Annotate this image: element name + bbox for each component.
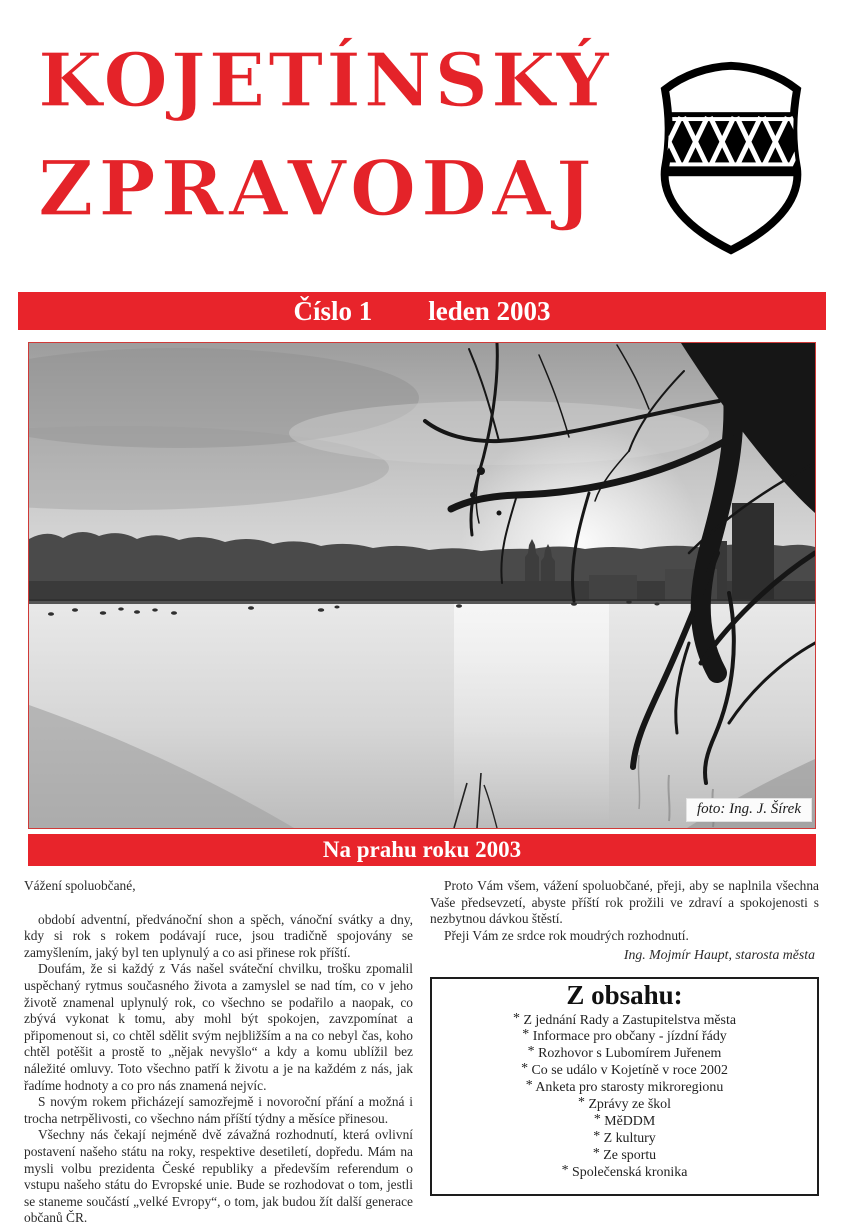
issue-date: leden 2003 <box>428 295 551 326</box>
contents-item: * Z jednání Rady a Zastupitelstva města <box>440 1013 809 1030</box>
paragraph: období adventní, předvánoční shon a spěch, vánoční svátky a dny, kdy si rok s rokem podávají ruce, jsou tradičně spojovány se zamyšlením, jaký byl ten uplynulý a co asi přinese rok příští. <box>24 911 413 960</box>
contents-item: * Z kultury <box>440 1131 809 1148</box>
issue-bar <box>18 292 826 330</box>
article-left-column <box>24 878 413 1227</box>
newsletter-title-line2: ZPRAVODAJ <box>38 144 597 233</box>
contents-item: * Informace pro občany - jízdní řády <box>440 1029 809 1046</box>
contents-item: * Ze sportu <box>440 1148 809 1165</box>
salutation: Vážení spoluobčané, <box>24 878 136 893</box>
headline-text: Na prahu roku 2003 <box>322 837 522 862</box>
paragraph: Proto Vám všem, vážení spoluobčané, přeji, aby se naplnila všechna Vaše předsevzetí, abyste příští rok prožili ve zdraví a spokojenosti s nezbytnou dávkou štěstí. <box>430 878 819 927</box>
contents-item: * MěDDM <box>440 1114 809 1131</box>
paragraph: Všechny nás čekají nejméně dvě závažná rozhodnutí, která ovlivní postavení našeho státu na roky, respektive desetiletí, dopředu. Mám na mysli volbu prezidenta České republiky a především referendum o vstupu našeho státu do Evropské unie. Bude se rozhodovat o tom, jestli se staneme součástí „velké Evropy“, o tom, jak budou žít další generace občanů ČR. <box>24 1127 413 1226</box>
photo-caption: foto: Ing. J. Šírek <box>686 798 812 822</box>
article-right-column <box>430 878 819 1227</box>
coat-of-arms-icon <box>652 56 810 258</box>
paragraph: S novým rokem přicházejí samozřejmě i novoroční přání a možná i trocha netrpělivosti, co všechno nám příští týdny a měsíce přinesou. <box>24 1094 413 1126</box>
contents-item: * Společenská kronika <box>440 1165 809 1182</box>
contents-item: * Rozhovor s Lubomírem Juřenem <box>440 1046 809 1063</box>
contents-item: * Zprávy ze škol <box>440 1097 809 1114</box>
issue-number: Číslo 1 <box>293 295 373 326</box>
cover-photo-scene <box>29 343 815 828</box>
contents-item: * Anketa pro starosty mikroregionu <box>440 1080 809 1097</box>
author-signature: Ing. Mojmír Haupt, starosta města <box>623 947 815 963</box>
cover-photo <box>28 342 816 829</box>
contents-item: * Co se událo v Kojetíně v roce 2002 <box>440 1063 809 1080</box>
masthead <box>0 0 844 292</box>
contents-title: Z obsahu: <box>566 979 683 1010</box>
contents-box <box>430 977 819 1196</box>
newsletter-title <box>38 38 613 233</box>
contents-list <box>440 1013 809 1182</box>
shield-lattice-band <box>652 112 810 176</box>
newsletter-title-line1: KOJETÍNSKÝ <box>38 38 613 124</box>
headline-bar <box>28 834 816 866</box>
article <box>24 878 820 1227</box>
paragraph: Doufám, že si každý z Vás našel sváteční chvilku, trošku zpomalil uspěchaný rytmus současného života a zamyslel se nad tím, co v jeho životě znamenal uplynulý rok, co všechno se podařilo a naopak, co zbývá vykonat k tomu, aby mohl být spokojen, zavzpomínat a připomenout si, co chtěl sdělit svým nejbližším a na co nebyl čas, koho chtěl potěšit a prostě to „nějak nevyšlo“ a kdy a komu ublížil bez náležité omluvy. Toto všechno patří k životu a je na každém z nás, jak řadíme hodnoty a co pro nás znamená nejvíc. <box>24 961 413 1093</box>
paragraph: Přeji Vám ze srdce rok moudrých rozhodnutí. <box>444 927 689 943</box>
